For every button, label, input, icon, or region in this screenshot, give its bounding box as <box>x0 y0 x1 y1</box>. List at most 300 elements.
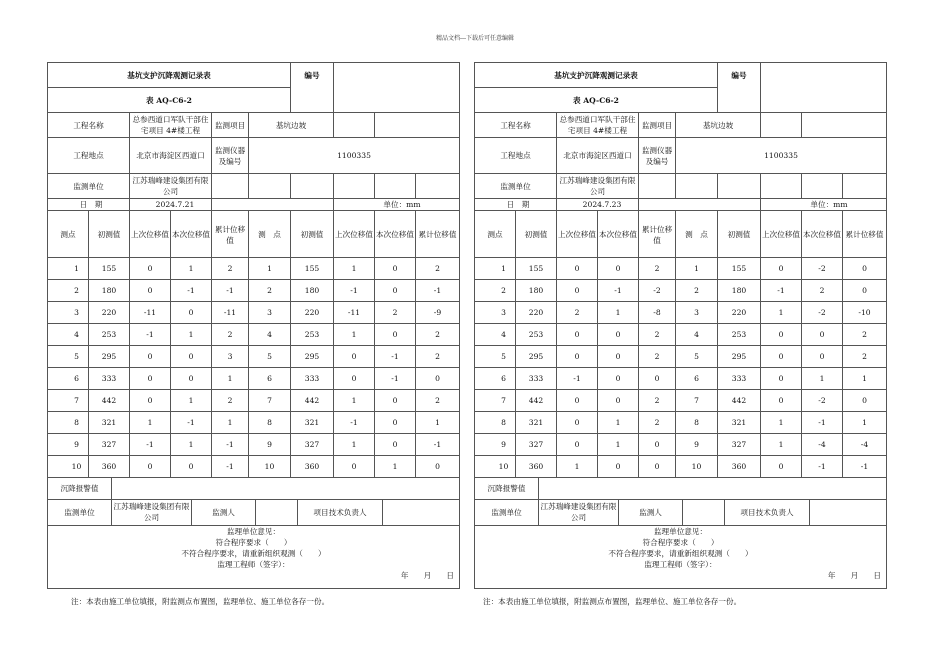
data-cell: 2 <box>212 390 249 412</box>
blank-cell <box>334 113 375 138</box>
data-cell: 0 <box>598 346 639 368</box>
data-cell: 8 <box>676 412 718 434</box>
data-cell: 2 <box>843 346 887 368</box>
data-cell: -1 <box>171 412 212 434</box>
data-cell: 2 <box>639 258 676 280</box>
table-row <box>475 434 887 456</box>
data-cell: 333 <box>718 368 761 390</box>
data-cell: 0 <box>334 368 375 390</box>
data-cell: 0 <box>761 346 802 368</box>
data-cell: 9 <box>48 434 89 456</box>
column-header: 本次位移值 <box>375 211 416 258</box>
number-label: 编号 <box>718 63 761 88</box>
data-cell: 6 <box>48 368 89 390</box>
blank-cell <box>761 113 802 138</box>
data-cell: 2 <box>639 412 676 434</box>
data-cell: 295 <box>291 346 334 368</box>
data-cell: -1 <box>171 280 212 302</box>
units-text: 单位：mm <box>334 199 460 211</box>
data-cell: 1 <box>598 434 639 456</box>
sign-tech-value[interactable] <box>810 499 887 525</box>
data-cell: 155 <box>89 258 130 280</box>
data-cell: 1 <box>843 412 887 434</box>
sign-unit-label: 监测单位 <box>475 499 539 525</box>
table-row <box>48 280 460 302</box>
data-cell: 0 <box>761 456 802 478</box>
data-cell: 1 <box>249 258 291 280</box>
data-cell: -2 <box>802 390 843 412</box>
column-header: 上次位移值 <box>557 211 598 258</box>
table-row <box>48 302 460 324</box>
unit-value: 江苏瑞峰建设集团有限公司 <box>557 174 639 199</box>
data-cell: 0 <box>557 258 598 280</box>
instrument-label: 监测仪器及编号 <box>212 138 249 174</box>
data-cell: -4 <box>843 434 887 456</box>
data-cell: 8 <box>48 412 89 434</box>
alarm-value[interactable] <box>539 478 887 499</box>
sign-tech-label: 项目技术负责人 <box>298 499 383 525</box>
data-cell: 3 <box>249 302 291 324</box>
data-cell: 2 <box>416 258 460 280</box>
data-cell: 0 <box>802 346 843 368</box>
data-cell: 7 <box>249 390 291 412</box>
data-cell: -1 <box>761 280 802 302</box>
data-cell: 2 <box>375 302 416 324</box>
data-cell: 0 <box>557 346 598 368</box>
data-cell: 6 <box>676 368 718 390</box>
data-cell: -1 <box>212 434 249 456</box>
data-cell: -10 <box>843 302 887 324</box>
data-cell: -1 <box>334 412 375 434</box>
sup-engineer: 监理工程师（签字）： <box>644 559 717 569</box>
table-row <box>475 346 887 368</box>
column-header: 初测值 <box>718 211 761 258</box>
data-cell: 0 <box>598 258 639 280</box>
data-cell: -1 <box>375 368 416 390</box>
data-cell: 360 <box>89 456 130 478</box>
data-cell: 2 <box>416 346 460 368</box>
data-cell: -1 <box>212 456 249 478</box>
location-value: 北京市海淀区西道口 <box>557 138 639 174</box>
blank-cell <box>212 199 334 211</box>
blank-cell <box>718 174 761 199</box>
data-cell: 3 <box>676 302 718 324</box>
units-text: 单位：mm <box>761 199 887 211</box>
form-note-right: 注：本表由施工单位填报，附监测点布置图，监理单位、施工单位各存一份。 <box>483 597 742 606</box>
blank-cell <box>676 174 718 199</box>
sign-tech-value[interactable] <box>383 499 460 525</box>
monitor-item-value: 基坑边坡 <box>676 113 761 138</box>
location-label: 工程地点 <box>475 138 557 174</box>
data-cell: 1 <box>557 456 598 478</box>
data-cell: 5 <box>48 346 89 368</box>
data-cell: 442 <box>89 390 130 412</box>
column-header: 本次位移值 <box>598 211 639 258</box>
blank-cell <box>291 174 334 199</box>
sign-unit-value: 江苏瑞峰建设集团有限公司 <box>112 499 192 525</box>
sup-not-ok: 不符合程序要求，请重新组织观测（ ） <box>181 548 326 558</box>
data-cell: 220 <box>291 302 334 324</box>
sup-engineer: 监理工程师（签字）： <box>217 559 290 569</box>
data-cell: 0 <box>130 346 171 368</box>
column-header: 累计位移值 <box>639 211 676 258</box>
data-cell: 2 <box>48 280 89 302</box>
data-cell: -1 <box>375 346 416 368</box>
table-row <box>48 412 460 434</box>
table-row <box>48 456 460 478</box>
data-cell: 1 <box>334 434 375 456</box>
column-header: 累计位移值 <box>843 211 887 258</box>
data-cell: 3 <box>48 302 89 324</box>
data-cell: 5 <box>676 346 718 368</box>
project-name-label: 工程名称 <box>475 113 557 138</box>
data-cell: 0 <box>557 412 598 434</box>
data-cell: -8 <box>639 302 676 324</box>
table-row <box>48 346 460 368</box>
data-cell: 0 <box>557 280 598 302</box>
data-cell: 2 <box>676 280 718 302</box>
data-cell: -11 <box>334 302 375 324</box>
sign-table <box>474 478 887 589</box>
blank-cell <box>416 174 460 199</box>
unit-label: 监测单位 <box>48 174 130 199</box>
sign-unit-value: 江苏瑞峰建设集团有限公司 <box>539 499 619 525</box>
data-cell: 0 <box>598 324 639 346</box>
data-cell: 0 <box>130 368 171 390</box>
data-cell: -2 <box>639 280 676 302</box>
data-cell: -1 <box>416 280 460 302</box>
data-cell: 253 <box>516 324 557 346</box>
column-header: 本次位移值 <box>802 211 843 258</box>
data-cell: 180 <box>291 280 334 302</box>
data-cell: 8 <box>475 412 516 434</box>
column-header: 初测值 <box>89 211 130 258</box>
data-cell: 333 <box>89 368 130 390</box>
project-name-value: 总参西道口军队干部住宅项目 4#楼工程 <box>557 113 639 138</box>
blank-cell <box>761 174 802 199</box>
monitor-item-label: 监测项目 <box>212 113 249 138</box>
data-cell: 180 <box>516 280 557 302</box>
record-form-right <box>474 62 886 589</box>
column-header: 上次位移值 <box>334 211 375 258</box>
sign-monitor-value[interactable] <box>683 499 725 525</box>
data-cell: -1 <box>843 456 887 478</box>
blank-cell <box>212 174 249 199</box>
column-header: 累计位移值 <box>416 211 460 258</box>
data-cell: 0 <box>761 390 802 412</box>
data-cell: 5 <box>249 346 291 368</box>
table-row <box>475 390 887 412</box>
data-cell: 0 <box>761 258 802 280</box>
data-cell: 2 <box>475 280 516 302</box>
form-code: 表 AQ-C6-2 <box>48 88 291 113</box>
data-cell: -1 <box>802 412 843 434</box>
data-cell: -2 <box>802 302 843 324</box>
column-header: 测点 <box>475 211 516 258</box>
number-label-spacer <box>718 88 761 113</box>
data-cell: 220 <box>516 302 557 324</box>
data-cell: 4 <box>475 324 516 346</box>
data-cell: 442 <box>718 390 761 412</box>
data-cell: 2 <box>802 280 843 302</box>
data-cell: 321 <box>89 412 130 434</box>
location-label: 工程地点 <box>48 138 130 174</box>
data-cell: 1 <box>334 258 375 280</box>
date-value: 2024.7.23 <box>557 199 639 211</box>
blank-cell <box>639 174 676 199</box>
number-value[interactable] <box>334 63 460 113</box>
record-form-left <box>47 62 459 589</box>
data-cell: 180 <box>89 280 130 302</box>
sup-opinion-title: 监理单位意见： <box>653 526 708 536</box>
data-cell: 360 <box>718 456 761 478</box>
unit-label: 监测单位 <box>475 174 557 199</box>
data-cell: 0 <box>843 390 887 412</box>
table-row <box>475 456 887 478</box>
data-cell: 155 <box>718 258 761 280</box>
data-cell: 1 <box>598 412 639 434</box>
data-cell: -1 <box>802 456 843 478</box>
data-cell: -11 <box>130 302 171 324</box>
data-cell: 295 <box>718 346 761 368</box>
data-cell: 1 <box>598 302 639 324</box>
data-cell: 321 <box>718 412 761 434</box>
supervisor-opinion <box>48 525 460 588</box>
data-cell: 327 <box>718 434 761 456</box>
data-cell: 327 <box>89 434 130 456</box>
data-cell: 1 <box>212 368 249 390</box>
data-cell: 0 <box>375 258 416 280</box>
instrument-value: 1100335 <box>676 138 887 174</box>
project-name-value: 总参西道口军队干部住宅项目 4#楼工程 <box>130 113 212 138</box>
sign-table <box>47 478 460 589</box>
sup-date: 年 月 日 <box>827 570 881 580</box>
data-cell: 1 <box>375 456 416 478</box>
data-cell: 1 <box>171 324 212 346</box>
data-cell: 2 <box>557 302 598 324</box>
data-cell: 2 <box>249 280 291 302</box>
table-row <box>48 258 460 280</box>
column-header: 上次位移值 <box>761 211 802 258</box>
date-label: 日 期 <box>475 199 557 211</box>
data-cell: 3 <box>212 346 249 368</box>
blank-cell <box>802 113 887 138</box>
data-cell: 0 <box>334 346 375 368</box>
data-cell: 0 <box>416 456 460 478</box>
data-cell: 10 <box>48 456 89 478</box>
data-cell: 1 <box>171 258 212 280</box>
data-cell: 1 <box>48 258 89 280</box>
blank-cell <box>639 199 761 211</box>
column-header: 测 点 <box>676 211 718 258</box>
instrument-value: 1100335 <box>249 138 460 174</box>
data-cell: 9 <box>475 434 516 456</box>
data-cell: 155 <box>516 258 557 280</box>
data-cell: 5 <box>475 346 516 368</box>
number-label: 编号 <box>291 63 334 88</box>
data-cell: 327 <box>291 434 334 456</box>
data-cell: 0 <box>843 258 887 280</box>
sign-monitor-value[interactable] <box>256 499 298 525</box>
blank-cell <box>802 174 843 199</box>
data-cell: 10 <box>249 456 291 478</box>
data-cell: 2 <box>212 324 249 346</box>
data-cell: 321 <box>291 412 334 434</box>
data-cell: 1 <box>212 412 249 434</box>
sup-opinion-title: 监理单位意见： <box>226 526 281 536</box>
data-cell: 0 <box>416 368 460 390</box>
instrument-label: 监测仪器及编号 <box>639 138 676 174</box>
data-cell: 1 <box>171 390 212 412</box>
data-cell: 0 <box>639 434 676 456</box>
data-cell: 0 <box>375 412 416 434</box>
table-row <box>475 412 887 434</box>
data-cell: 10 <box>676 456 718 478</box>
data-cell: 327 <box>516 434 557 456</box>
data-cell: 2 <box>212 258 249 280</box>
data-cell: 2 <box>639 390 676 412</box>
data-cell: 0 <box>130 280 171 302</box>
table-row <box>48 324 460 346</box>
location-value: 北京市海淀区西道口 <box>130 138 212 174</box>
sign-monitor-label: 监测人 <box>192 499 256 525</box>
data-cell: 0 <box>557 434 598 456</box>
data-cell: 321 <box>516 412 557 434</box>
table-row <box>48 368 460 390</box>
data-cell: 0 <box>761 368 802 390</box>
column-header: 测点 <box>48 211 89 258</box>
data-cell: 3 <box>475 302 516 324</box>
data-cell: 1 <box>334 324 375 346</box>
sign-monitor-label: 监测人 <box>619 499 683 525</box>
form-code: 表 AQ-C6-2 <box>475 88 718 113</box>
sup-ok: 符合程序要求（ ） <box>642 537 719 547</box>
table-row <box>48 390 460 412</box>
data-cell: 0 <box>598 368 639 390</box>
table-row <box>475 280 887 302</box>
column-header: 初测值 <box>291 211 334 258</box>
alarm-label: 沉降报警值 <box>475 478 539 499</box>
data-cell: 2 <box>639 346 676 368</box>
data-cell: 9 <box>249 434 291 456</box>
data-cell: 0 <box>557 324 598 346</box>
alarm-value[interactable] <box>112 478 460 499</box>
blank-cell <box>375 113 460 138</box>
data-cell: 0 <box>375 324 416 346</box>
sign-tech-label: 项目技术负责人 <box>725 499 810 525</box>
data-cell: 0 <box>598 456 639 478</box>
data-cell: 1 <box>761 412 802 434</box>
data-cell: 2 <box>639 324 676 346</box>
sup-not-ok: 不符合程序要求，请重新组织观测（ ） <box>608 548 753 558</box>
form-note-left: 注：本表由施工单位填报，附监测点布置图，监理单位、施工单位各存一份。 <box>71 597 330 606</box>
data-cell: 220 <box>89 302 130 324</box>
data-cell: 0 <box>375 434 416 456</box>
data-cell: -1 <box>557 368 598 390</box>
data-cell: 2 <box>416 390 460 412</box>
data-cell: 333 <box>516 368 557 390</box>
data-cell: 295 <box>89 346 130 368</box>
data-cell: -9 <box>416 302 460 324</box>
data-cell: 0 <box>557 390 598 412</box>
data-cell: 0 <box>761 324 802 346</box>
number-value[interactable] <box>761 63 887 113</box>
blank-cell <box>375 174 416 199</box>
table-row <box>475 302 887 324</box>
data-cell: 1 <box>761 434 802 456</box>
column-header: 初测值 <box>516 211 557 258</box>
data-cell: 0 <box>598 390 639 412</box>
data-cell: 442 <box>516 390 557 412</box>
data-cell: 7 <box>475 390 516 412</box>
data-cell: 0 <box>639 368 676 390</box>
data-cell: -4 <box>802 434 843 456</box>
page-header: 精品文档---下载后可任意编辑 <box>435 35 515 42</box>
date-label: 日 期 <box>48 199 130 211</box>
data-cell: 0 <box>843 280 887 302</box>
data-cell: 1 <box>130 412 171 434</box>
data-cell: 1 <box>475 258 516 280</box>
data-cell: -1 <box>212 280 249 302</box>
data-cell: 0 <box>802 324 843 346</box>
column-header: 累计位移值 <box>212 211 249 258</box>
data-cell: 4 <box>249 324 291 346</box>
data-cell: 0 <box>171 302 212 324</box>
data-cell: 2 <box>416 324 460 346</box>
column-header: 上次位移值 <box>130 211 171 258</box>
data-cell: 0 <box>639 456 676 478</box>
sup-ok: 符合程序要求（ ） <box>215 537 292 547</box>
data-cell: -1 <box>334 280 375 302</box>
data-cell: -2 <box>802 258 843 280</box>
monitor-item-label: 监测项目 <box>639 113 676 138</box>
date-value: 2024.7.21 <box>130 199 212 211</box>
blank-cell <box>843 174 887 199</box>
data-cell: 0 <box>130 456 171 478</box>
data-cell: 442 <box>291 390 334 412</box>
table-row <box>475 324 887 346</box>
form-table <box>47 62 460 478</box>
form-title: 基坑支护沉降观测记录表 <box>48 63 291 88</box>
data-cell: 7 <box>48 390 89 412</box>
data-cell: -11 <box>212 302 249 324</box>
data-cell: 1 <box>761 302 802 324</box>
unit-value: 江苏瑞峰建设集团有限公司 <box>130 174 212 199</box>
data-cell: 4 <box>676 324 718 346</box>
data-cell: 0 <box>171 368 212 390</box>
data-cell: 7 <box>676 390 718 412</box>
data-cell: -1 <box>130 434 171 456</box>
data-cell: 1 <box>171 434 212 456</box>
data-cell: 10 <box>475 456 516 478</box>
number-label-spacer <box>291 88 334 113</box>
data-cell: 0 <box>171 346 212 368</box>
data-cell: 0 <box>130 390 171 412</box>
column-header: 本次位移值 <box>171 211 212 258</box>
data-cell: 295 <box>516 346 557 368</box>
column-header: 测 点 <box>249 211 291 258</box>
monitor-item-value: 基坑边坡 <box>249 113 334 138</box>
data-cell: 220 <box>718 302 761 324</box>
form-table <box>474 62 887 478</box>
data-cell: 6 <box>475 368 516 390</box>
data-cell: 4 <box>48 324 89 346</box>
data-cell: 180 <box>718 280 761 302</box>
data-cell: 0 <box>130 258 171 280</box>
data-cell: 0 <box>375 280 416 302</box>
data-cell: -1 <box>416 434 460 456</box>
data-cell: 0 <box>171 456 212 478</box>
